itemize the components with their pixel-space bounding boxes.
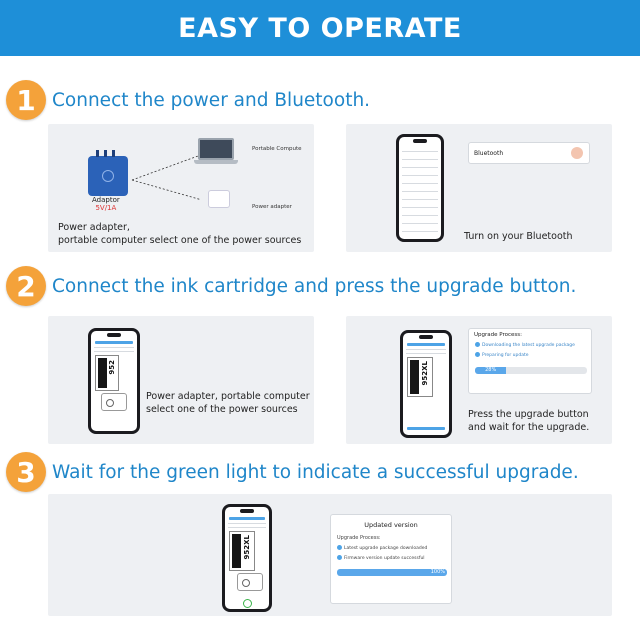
step-1-power-panel [48,124,314,252]
upgrade-progress-fill: 28% [475,367,506,374]
upgrade-item-downloading: Downloading the latest upgrade package [475,342,575,348]
updated-progress-bar [337,569,447,576]
green-light-icon [243,599,252,608]
step-3-title: Wait for the green light to indicate a successful upgrade. [52,461,579,483]
updated-version-title: Updated version [364,521,418,529]
step-2-right-caption: Press the upgrade button and wait for the upgrade. [468,409,590,433]
updated-version-card [330,514,452,604]
device-label-adapter: Power adapter [252,204,292,210]
step-1-right-caption: Turn on your Bluetooth [464,231,573,242]
updated-card-subtitle: Upgrade Process: [337,535,381,541]
device-label-computer: Portable Compute [252,146,302,152]
step-2-cartridge-panel [48,316,314,444]
loading-icon [475,342,480,347]
loading-icon [475,352,480,357]
step-2-left-caption: Power adapter, portable computer select one of the power sources [146,391,310,415]
upgrade-progress-bar [475,367,587,374]
upgrade-process-card [468,328,592,394]
step-2-number-badge: 2 [6,266,46,306]
step-1-header [6,80,370,120]
step-1-bluetooth-panel [346,124,612,252]
step-1-number-badge: 1 [6,80,46,120]
upgrade-card-title: Upgrade Process: [474,332,522,338]
phone-upgrade-image [400,330,452,438]
upgrade-chip [237,573,263,591]
connection-lines [130,150,200,210]
bluetooth-popup-title: Bluetooth [474,150,504,157]
step-3-header [6,452,579,492]
adaptor-label: Adaptor 5V/1A [92,196,120,212]
phone-success-image [222,504,272,612]
upgrade-item-preparing: Preparing for update [475,352,528,358]
check-icon [337,555,342,560]
step-2-upgrade-panel [346,316,612,444]
finger-tap-icon [571,147,583,159]
page-title: EASY TO OPERATE [178,12,462,44]
laptop-image [198,138,238,164]
step-1-title: Connect the power and Bluetooth. [52,89,371,111]
bluetooth-popup [468,142,590,164]
step-3-success-panel [48,494,612,616]
ink-cartridge-xl: 952XL [229,531,255,571]
header-banner [0,0,640,56]
phone-cartridge-image [88,328,140,434]
updated-item-downloaded: Latest upgrade package downloaded [337,545,427,551]
adaptor-image [88,156,128,196]
upgrade-chip [101,393,127,411]
power-adapter-image [208,190,230,208]
step-2-title: Connect the ink cartridge and press the upgrade button. [52,275,577,297]
updated-progress-fill: 100% [337,569,447,576]
updated-item-success: Firmware version update successful [337,555,425,561]
step-1-left-caption: Power adapter, portable computer select one of the power sources [58,222,302,246]
ink-cartridge: 952 [95,355,119,391]
phone-settings-image [396,134,444,242]
check-icon [337,545,342,550]
step-3-number-badge: 3 [6,452,46,492]
step-2-header [6,266,576,306]
ink-cartridge-xl: 952XL [407,357,433,397]
